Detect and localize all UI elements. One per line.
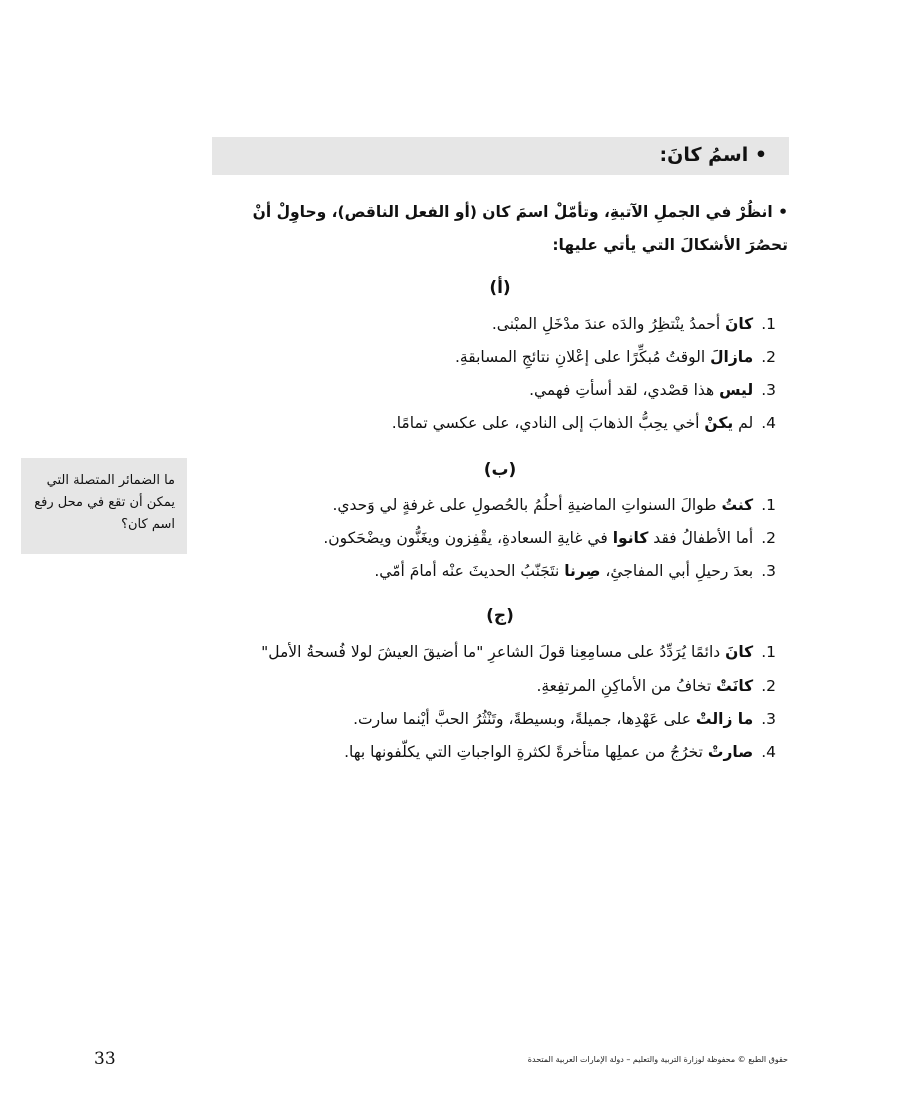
group-label-a: (أ) [489,278,511,298]
item-number: 3. [761,562,776,580]
item-keyword: يكنْ [704,414,734,432]
page-number: 33 [94,1049,116,1069]
item-text: أحمدُ ينْتظِرُ والدَه عندَ مدْخَلِ المبْنى. [491,315,726,333]
instruction-text: • انظُرْ في الجملِ الآتيةِ، وتأمّلْ اسمَ كان (أو الفعل الناقص)، وحاوِلْ أنْ تحصُرَ الأشكالَ التي يأتي عليها: [252,203,788,254]
item-keyword: مازالَ [710,348,754,366]
list-item [344,741,776,763]
list-item [374,560,776,582]
list-item [392,412,776,434]
item-number: 1. [761,496,776,514]
list-item [323,527,776,549]
list-item [455,346,776,368]
item-text: في غايةِ السعادةِ، يقْفِزون ويغَنُّون ويضْحَكون. [323,529,613,547]
item-text: تخافُ من الأماكِنِ المرتفِعةِ. [536,677,717,695]
item-keyword: صارتْ [707,743,754,761]
section-title: • اسمُ كانَ: [659,144,767,166]
list-item [261,641,776,663]
item-keyword: كانَ [725,643,754,661]
item-number: 2. [761,348,776,366]
item-number: 1. [761,643,776,661]
item-number: 2. [761,529,776,547]
list-item [353,708,776,730]
copyright-footer: حقوق الطبع © محفوظة لوزارة التربية والتعليم – دولة الإمارات العربية المتحدة [527,1055,788,1064]
item-number: 3. [761,381,776,399]
item-keyword: صِرنا [564,562,601,580]
item-prefix: أما الأطفالُ فقد [648,529,754,547]
list-item [529,379,776,401]
item-number: 4. [761,743,776,761]
group-label-b: (ب) [483,460,517,480]
item-keyword: كانوا [612,529,649,547]
item-text: هذا قصْدي، لقد أسأتِ فهمي. [529,381,720,399]
item-text: أخي يحِبُّ الذهابَ إلى النادي، على عكسي تمامًا. [391,414,705,432]
item-keyword: كانَ [725,315,754,333]
list-item [492,313,776,335]
item-text: طوالَ السنواتِ الماضيةِ أحلُمُ بالحُصولِ على غرفةٍ لي وَحدي. [332,496,722,514]
list-item [332,494,776,516]
section-header-bar [212,137,789,175]
side-note-text: ما الضمائر المتصلة التي يمكن أن تقع في محل رفع اسم كان؟ [34,473,175,532]
item-number: 2. [761,677,776,695]
item-text: الوقتُ مُبكِّرًا على إعْلانِ نتائجِ المسابقةِ. [455,348,711,366]
item-prefix: بعدَ رحيلِ أبي المفاجئِ، [600,562,754,580]
item-keyword: ليس [719,381,754,399]
item-keyword: كانَتْ [716,677,754,695]
item-text: دائمًا يُرَدِّدُ على مسامِعِنا قولَ الشاعرِ "ما أضيقَ العيشَ لولا فُسحةُ الأمل" [261,643,726,661]
item-number: 3. [761,710,776,728]
item-number: 4. [761,414,776,432]
item-text: على عَهْدِها، جميلةً، وبسيطةً، وتَنْثُرُ الحبَّ أيْنما سارت. [353,710,696,728]
item-keyword: كنتُ [721,496,754,514]
side-note-box [21,458,187,554]
item-number: 1. [761,315,776,333]
item-text: نتَجَنّبُ الحديثَ عنْه أمامَ أمّي. [374,562,565,580]
list-item [536,675,776,697]
item-keyword: ما زالتْ [695,710,754,728]
group-label-c: (ج) [486,606,514,626]
item-prefix: لم [733,414,754,432]
item-text: تخرُجُ من عملِها متأخرةً لكثرةِ الواجباتِ التي يكلّفونها بها. [344,743,708,761]
